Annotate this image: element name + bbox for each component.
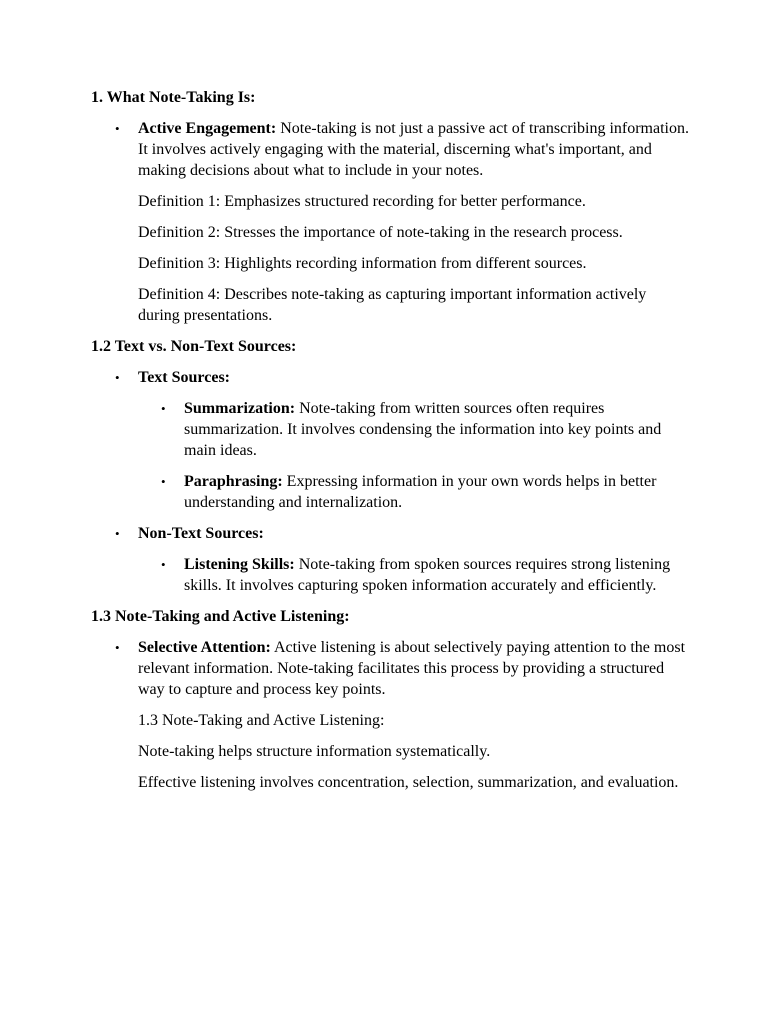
definition-3: Definition 3: Highlights recording information from different sources. [138, 255, 587, 272]
paragraph-effective-listening: Effective listening involves concentration, selection, summarization, and evaluation. [138, 774, 679, 791]
nested-bullet-list [138, 398, 691, 513]
list-item-selective-attention [91, 637, 691, 793]
term-label: Listening Skills: [184, 556, 295, 573]
term-label: Active Engagement: [138, 120, 277, 137]
list-item-active-engagement [91, 118, 691, 326]
paragraph [184, 554, 691, 596]
bullet-list [91, 637, 691, 793]
bullet-icon: • [115, 370, 120, 385]
bullet-icon: • [161, 557, 166, 572]
section-heading-text-vs-non-text: 1.2 Text vs. Non-Text Sources: [91, 338, 297, 355]
list-item-listening-skills [138, 554, 691, 596]
paragraph [184, 471, 691, 513]
term-text: Note-taking from spoken sources requires strong listening skills. It involves capturing spoken information accurately and efficiently. [184, 556, 671, 594]
nested-bullet-list [138, 554, 691, 596]
list-item-text-sources [91, 367, 691, 513]
paragraph [138, 523, 691, 544]
term-text: Note-taking is not just a passive act of transcribing information. It involves actively engaging with the material, discerning what's important, and making decisions about what to include in your notes. [138, 120, 689, 179]
paragraph [184, 398, 691, 461]
term-text: Active listening is about selectively paying attention to the most relevant information. Note-taking facilitates this process by providing a structured way to capture and process key points. [138, 639, 686, 698]
term-label: Summarization: [184, 400, 296, 417]
term-label: Non-Text Sources: [138, 525, 264, 542]
bullet-list [91, 118, 691, 326]
bullet-icon: • [115, 640, 120, 655]
term-label: Selective Attention: [138, 639, 271, 656]
document-page [91, 87, 691, 803]
paragraph-subheading-repeat: 1.3 Note-Taking and Active Listening: [138, 712, 385, 729]
section-heading-what-note-taking-is: 1. What Note-Taking Is: [91, 89, 256, 106]
definition-1: Definition 1: Emphasizes structured recording for better performance. [138, 193, 586, 210]
paragraph [138, 367, 691, 388]
term-label: Paraphrasing: [184, 473, 283, 490]
bullet-icon: • [115, 526, 120, 541]
bullet-list [91, 367, 691, 596]
bullet-icon: • [115, 121, 120, 136]
paragraph [138, 637, 691, 700]
bullet-icon: • [161, 401, 166, 416]
list-item-paraphrasing [138, 471, 691, 513]
term-text: Expressing information in your own words helps in better understanding and internalization. [184, 473, 657, 511]
term-label: Text Sources: [138, 369, 230, 386]
term-text: Note-taking from written sources often requires summarization. It involves condensing the information into key points and main ideas. [184, 400, 662, 459]
bullet-icon: • [161, 474, 166, 489]
section-heading-note-taking-active-listening: 1.3 Note-Taking and Active Listening: [91, 608, 350, 625]
paragraph-structure: Note-taking helps structure information systematically. [138, 743, 491, 760]
list-item-non-text-sources [91, 523, 691, 596]
definition-2: Definition 2: Stresses the importance of note-taking in the research process. [138, 224, 623, 241]
paragraph [138, 118, 691, 181]
list-item-summarization [138, 398, 691, 461]
definition-4: Definition 4: Describes note-taking as capturing important information actively during presentations. [138, 286, 647, 324]
